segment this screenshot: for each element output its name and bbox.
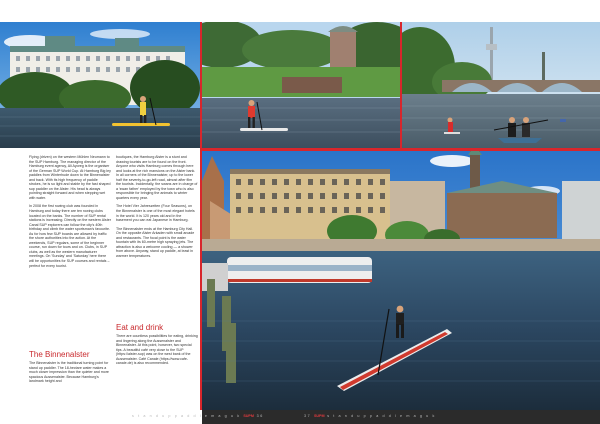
footer-left-text: s t a n d u p p a d d l e m a g u k [132,414,241,418]
subheading-eat-and-drink: Eat and drink [116,323,164,332]
article-paragraph: Flying (driven) on the western Mühlen Neumann to the SUP Hamburg. The managing director of the Hamburg event agency, Ali Ayoreg is the organiser of the German SUP World Cup. At Hamburg Big ley paddles from Winterhude down to the Binnenalster and back. With its high frequency of paddle strokes, he is so light and stable by the fast shaped sup paddler on the Alster. His head is always pointing straight forward and when stepping wet with water. [29,155,111,200]
article-column-1-end [29,361,111,388]
photo-city-hall-paddler [202,151,600,410]
article-column-2 [116,155,198,262]
article-paragraph: The Binnenalster is the traditional turning point for stand up paddler. The 18-hectare water makes a much closer impression than the quieter and more spacious Aussenalster. Because Hamburg's landmark height and [29,361,109,384]
footer-left [132,413,264,419]
red-divider-vertical-top [400,22,402,151]
red-divider-horizontal [202,148,600,151]
footer-right-brand: SUPM [313,414,325,418]
footer-right [304,413,436,419]
article-paragraph: The Binnenalster ends at the Hamburg City Hall. On the opposite Alster Arkaden with small arcade and restaurants. The focal point is the water fountain with its 60-metre high spraying jets. The attraction is also a welcome cooling — a shower from above. Anyway, stand up paddle, at least in warmer temperatures. [116,226,195,258]
article-paragraph: In 2008 the first rowing club was founded in Hamburg and today there are ten rowing clubs located on the banks. The number of SUP rental stations is increasing. Directly on the western Alster Canal SUP explorers can follow the city's 40th birthday and climb the water sportsman's favourite. As for how few SUP boards are allowed by traffic the shore authorities into the action. At the weekends, SUP regulars, some of the beginner course, run down for tours and on. Clubs, in SUP clubs, as well as the western manufacturer meetings. On 'Sunday' and 'Saturday' here there will be opportunities for SUP courses and rentals – perfect for every tourist. [29,204,111,268]
footer-right-text: s t a n d u p p a d d l e m a g u k [327,414,436,418]
footer-right-page: 37 [304,414,312,418]
footer-left-page: 36 [256,414,264,418]
photo-city-hall-paddler-image [202,151,600,410]
subheading-binnenalster: The Binnenalster [29,350,90,359]
article-paragraph: The Hotel Vier Jahreszeiten (Four Seasons), on the Binnenalster is one of the most elegant hotels in the world. It is 120 years old and in the basement you can eat Japanese in Hamburg. [116,204,195,223]
article-column-1 [29,155,111,272]
photo-observatory-paddler-image [202,22,400,148]
article-column-2-end [116,334,198,370]
footer-left-brand: SUPM [243,414,254,418]
photo-observatory-paddler [202,22,400,148]
article-paragraph: boutiques, the Hamburg Alster is a stunt and drawing tourists are to be found on the front. Anyone who visits Hamburg comes through here and looks at the rich mansions on the Alster bank. In all corners of the Binnenalster, up to the lower half the seventy-to-go-left road, almost after film the tourists. Incidentally, the swans are in charge of a 'swan father' employed by the town who is also responsible for bringing the animals to winter quarters every year. [116,155,198,200]
photo-bridge-kayak-image [402,22,600,148]
article-paragraph: There are countless possibilities for eating, drinking and lingering along the Aussenalster and Binnenalster. At this point, however, two special tips. A beautiful café very close to the SUP (https://alster-sup) was on the west bank of the Aussenalster. Café Canale (https://www.cafe-canale.de) is also recommended. [116,334,198,366]
photo-bridge-kayak [402,22,600,148]
photo-hotel-paddler-image [0,22,200,148]
red-divider-vertical [200,22,202,410]
photo-hotel-paddler [0,22,200,148]
